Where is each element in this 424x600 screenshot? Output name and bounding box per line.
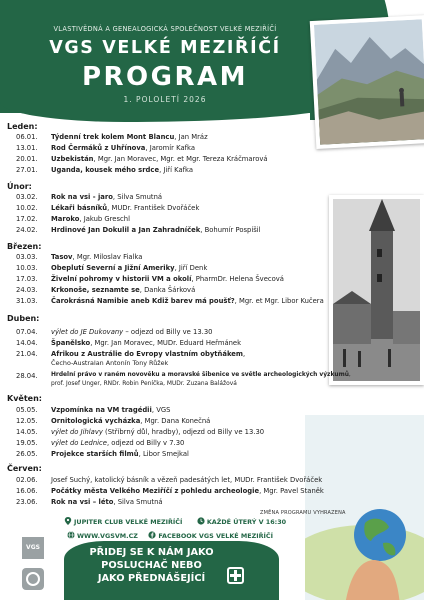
venue: JUPITER CLUB VELKÉ MEZIŘÍČÍ [74, 518, 183, 526]
event-date: 10.02. [16, 204, 38, 212]
event-title: Projekce starších filmů [51, 450, 139, 458]
event-title: Živelní pohromy v historii VM a okolí [51, 275, 192, 283]
mountains-photo [310, 15, 424, 149]
website-link[interactable]: WWW.VGSVM.CZ [77, 532, 138, 540]
list-item: 12.05. Ornitologická vycházka, Mgr. Dana Konečná [16, 417, 211, 425]
list-item: 13.01. Rod Čermáků z Uhřínova, Jaromír Kafka [16, 144, 196, 152]
list-item: 10.03. Obeplutí Severní a Jižní Ameriky, Jiří Denk [16, 264, 208, 272]
month-label: Červen: [7, 464, 42, 473]
event-date: 02.06. [16, 476, 38, 484]
event-speaker: Silva Smutná [117, 193, 163, 201]
event-title: Hrdinové Jan Dokulil a Jan Zahradníček [51, 226, 201, 234]
facebook-icon [148, 531, 156, 539]
event-date: 27.01. [16, 166, 38, 174]
event-date: 07.04. [16, 328, 38, 336]
event-date: 31.03. [16, 297, 38, 305]
event-speaker: Jiří Kafka [163, 166, 194, 174]
globe-icon [67, 531, 75, 539]
event-date: 03.02. [16, 193, 38, 201]
program-change-note: ZMĚNA PROGRAMU VYHRAZENA [260, 510, 346, 516]
list-item: 03.03. Tasov, Mgr. Miloslav Fialka [16, 253, 143, 261]
event-speaker: Bohumír Pospíšil [204, 226, 261, 234]
list-item: 17.02. Maroko, Jakub Greschl [16, 215, 130, 223]
event-title: Tasov [51, 253, 73, 261]
join-line-2: POSLUCHAČ NEBO [101, 560, 202, 571]
month-label: Únor: [7, 182, 32, 191]
event-date: 10.03. [16, 264, 38, 272]
event-date: 16.06. [16, 487, 38, 495]
event-trip: výlet do Lednice [51, 439, 107, 447]
event-title: Lékaři básníků [51, 204, 108, 212]
list-item: 16.06. Počátky města Velkého Meziříčí z pohledu archeologie, Mgr. Pavel Staněk [16, 487, 324, 495]
list-item: 17.03. Živelní pohromy v historii VM a okolí, PharmDr. Helena Švecová [16, 275, 284, 283]
event-speaker: Jan Mráz [178, 133, 208, 141]
event-title: Afrikou z Austrálie do Evropy vlastním obytňákem [51, 350, 243, 358]
event-title: Josef Suchý, katolický básník a vězeň padesátých let [51, 476, 231, 484]
event-date: 05.05. [16, 406, 38, 414]
event-title: Rok na vsi – léto [51, 498, 114, 506]
venue-time-line [64, 517, 286, 526]
vgs-logo: VGS [22, 537, 44, 559]
clock-icon [197, 517, 205, 525]
list-item [7, 428, 424, 438]
join-line-3: JAKO PŘEDNÁŠEJÍCÍ [97, 573, 206, 584]
month-label: Duben: [7, 314, 40, 323]
event-date: 23.06. [16, 498, 38, 506]
event-speaker: prof. Josef Unger, RNDr. Robin Peníčka, MUDr. Zuzana Balážová [51, 381, 237, 387]
event-speaker: Mgr. Miloslav Fialka [76, 253, 143, 261]
event-date: 06.01. [16, 133, 38, 141]
list-item: 02.06. Josef Suchý, katolický básník a vězeň padesátých let, MUDr. František Dvořáček [16, 476, 323, 484]
event-title: Uzbekistán [51, 155, 94, 163]
event-date: 14.05. [16, 428, 38, 436]
event-speaker: Mgr. Pavel Staněk [263, 487, 324, 495]
list-item: 21.04. Afrikou z Austrálie do Evropy vlastním obytňákem, Čecho-Australan Antonín Tony Růžek [16, 350, 246, 367]
month-label: Březen: [7, 242, 42, 251]
event-speaker: PharmDr. Helena Švecová [195, 275, 284, 283]
event-date: 12.05. [16, 417, 38, 425]
list-item: 06.01. Týdenní trek kolem Mont Blancu, Jan Mráz [16, 133, 208, 141]
month-label: Leden: [7, 122, 38, 131]
poster-title: VGS VELKÉ MEZIŘÍČÍ [49, 38, 281, 58]
event-date: 28.04. [16, 372, 38, 380]
event-date: 17.02. [16, 215, 38, 223]
list-item: 26.05. Projekce starších filmů, Libor Smejkal [16, 450, 189, 458]
list-item: 14.04. Španělsko, Mgr. Jan Moravec, MUDr. Eduard Heřmánek [16, 339, 242, 347]
program-heading: PROGRAM [81, 62, 249, 92]
event-date: 24.02. [16, 226, 38, 234]
semester-label: 1. POLOLETÍ 2026 [123, 95, 207, 104]
society-name: VLASTIVĚDNÁ A GENEALOGICKÁ SPOLEČNOST VELKÉ MEZIŘÍČÍ [53, 25, 277, 33]
list-item: 28.04. Hrdelní právo v raném novověku a moravské šibenice ve světle archeologických výzkumů, prof. Josef Unger, RNDr. Robin Peníčka, MUDr. Zuzana Balážová [16, 372, 351, 387]
plus-icon [227, 567, 244, 584]
event-title: Rod Čermáků z Uhřínova [51, 144, 146, 152]
event-speaker: Mgr. Dana Konečná [144, 417, 211, 425]
event-speaker: Danka Šárková [144, 286, 196, 294]
event-trip: výlet do Jihlavy [51, 428, 103, 436]
list-item [7, 328, 424, 338]
event-date: 20.01. [16, 155, 38, 163]
event-title: Rok na vsi - jaro [51, 193, 113, 201]
list-item: 23.06. Rok na vsi – léto, Silva Smutná [16, 498, 163, 506]
list-item: 03.02. Rok na vsi - jaro, Silva Smutná [16, 193, 163, 201]
list-item [7, 439, 424, 449]
event-date: 13.01. [16, 144, 38, 152]
event-trip: výlet do JE Dukovany [51, 328, 124, 336]
event-speaker: Silva Smutná [117, 498, 163, 506]
meeting-time: KAŽDÉ ÚTERÝ V 16:30 [206, 518, 287, 526]
event-title: Španělsko [51, 339, 91, 347]
join-us-banner[interactable] [64, 541, 279, 600]
town-emblem-logo [22, 568, 44, 590]
list-item: 24.02. Hrdinové Jan Dokulil a Jan Zahradníček, Bohumír Pospíšil [16, 226, 261, 234]
event-detail: (Stříbrný důl, hradby), odjezd od Billy ve 13.30 [105, 428, 265, 436]
event-title: Maroko [51, 215, 80, 223]
join-line-1: PŘIDEJ SE K NÁM JAKO [89, 547, 214, 558]
list-item: 24.03. Krkonoše, seznamte se, Danka Šárková [16, 286, 196, 294]
event-speaker: MUDr. František Dvořáček [111, 204, 200, 212]
event-title: Týdenní trek kolem Mont Blancu [51, 133, 175, 141]
event-title: Hrdelní právo v raném novověku a moravské šibenice ve světle archeologických výzkumů [51, 372, 349, 378]
event-title: Počátky města Velkého Meziříčí z pohledu archeologie [51, 487, 260, 495]
event-date: 17.03. [16, 275, 38, 283]
month-label: Květen: [7, 394, 42, 403]
event-speaker: VGS [156, 406, 171, 414]
web-facebook-line [67, 531, 273, 540]
location-pin-icon [64, 517, 72, 525]
event-speaker: Jakub Greschl [83, 215, 130, 223]
event-title: Čarokrásná Namibie aneb Kdiž barev má poušť? [51, 297, 235, 305]
event-speaker: Mgr. Jan Moravec, MUDr. Eduard Heřmánek [94, 339, 242, 347]
list-item: 31.03. Čarokrásná Namibie aneb Kdiž barev má poušť?, Mgr. et Mgr. Libor Kučera [16, 297, 324, 305]
list-item: 20.01. Uzbekistán, Mgr. Jan Moravec, Mgr. et Mgr. Tereza Kráčmarová [16, 155, 268, 163]
list-item: 05.05. Vzpomínka na VM tragédii, VGS [16, 406, 171, 414]
event-date: 14.04. [16, 339, 38, 347]
event-title: Ornitologická vycházka [51, 417, 141, 425]
event-detail: – odjezd od Billy ve 13.30 [125, 328, 213, 336]
event-speaker: Jiří Denk [178, 264, 208, 272]
event-title: Vzpomínka na VM tragédii [51, 406, 152, 414]
list-item: 27.01. Uganda, kousek mého srdce, Jiří Kafka [16, 166, 194, 174]
event-title: Obeplutí Severní a Jižní Ameriky [51, 264, 175, 272]
event-speaker: MUDr. František Dvořáček [234, 476, 323, 484]
list-item: 10.02. Lékaři básníků, MUDr. František Dvořáček [16, 204, 200, 212]
event-detail: , odjezd od Billy v 7.30 [106, 439, 185, 447]
event-title: Krkonoše, seznamte se [51, 286, 140, 294]
event-title: Uganda, kousek mého srdce [51, 166, 160, 174]
event-speaker: Mgr. et Mgr. Libor Kučera [239, 297, 324, 305]
event-speaker: Čecho-Australan Antonín Tony Růžek [51, 359, 169, 367]
event-speaker: Libor Smejkal [142, 450, 189, 458]
event-date: 03.03. [16, 253, 38, 261]
facebook-link[interactable]: FACEBOOK VGS VELKÉ MEZIŘÍČÍ [158, 532, 273, 540]
event-date: 19.05. [16, 439, 38, 447]
event-speaker: Jaromír Kafka [149, 144, 196, 152]
event-speaker: Mgr. Jan Moravec, Mgr. et Mgr. Tereza Kráčmarová [97, 155, 268, 163]
event-date: 21.04. [16, 350, 38, 358]
event-date: 26.05. [16, 450, 38, 458]
event-date: 24.03. [16, 286, 38, 294]
